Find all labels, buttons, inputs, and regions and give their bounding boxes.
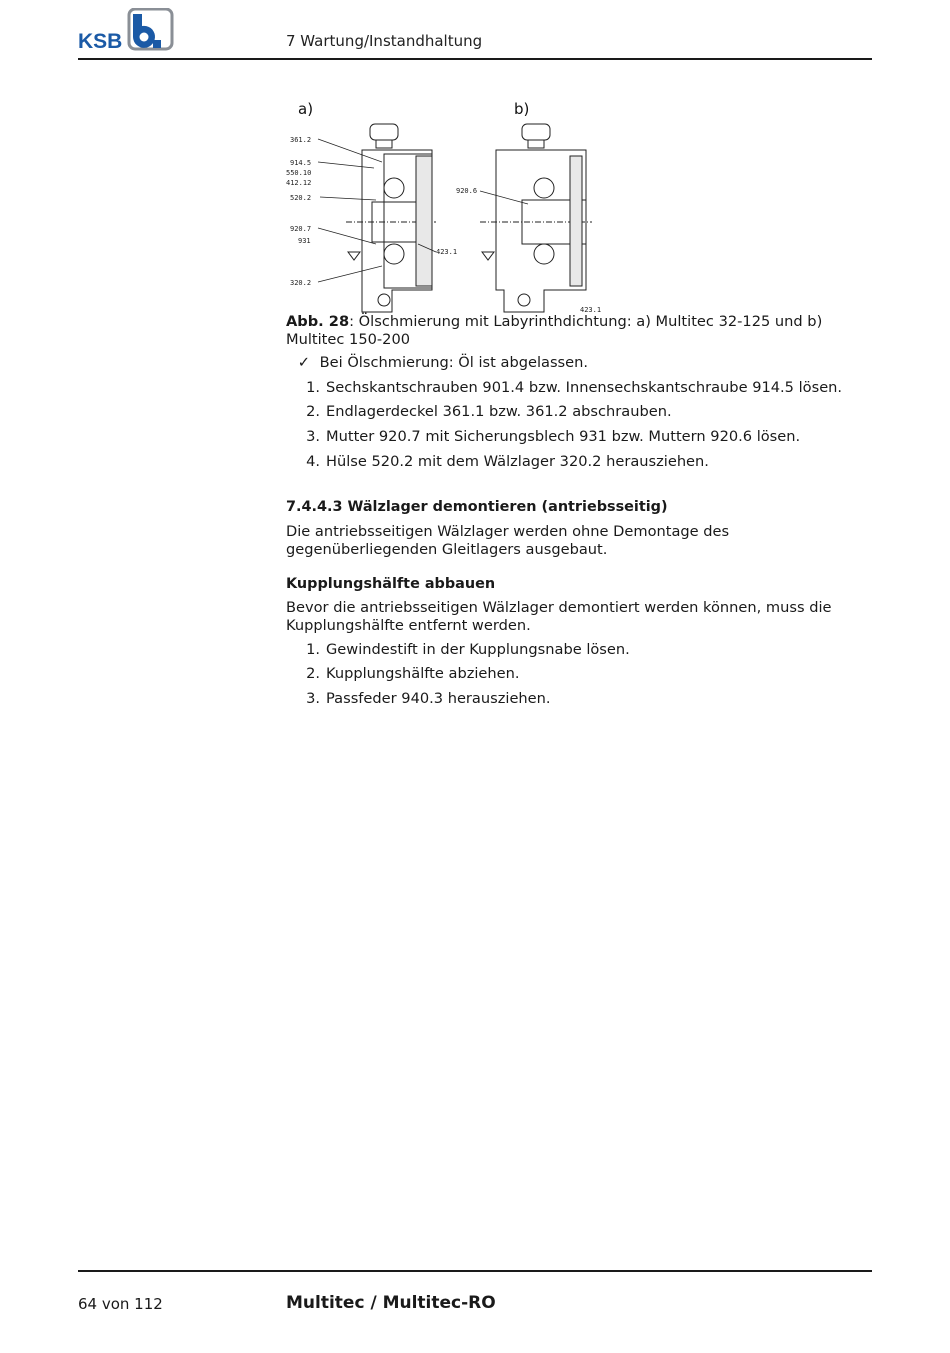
svg-text:931: 931 [298, 237, 311, 245]
chapter-title: 7 Wartung/Instandhaltung [286, 32, 483, 50]
checkmark-icon: ✓ [297, 354, 310, 371]
svg-text:914.5: 914.5 [290, 159, 312, 167]
figure-label-a: a) [298, 100, 314, 118]
svg-text:920.6: 920.6 [456, 187, 478, 195]
figure-caption: Abb. 28: Ölschmierung mit Labyrinthdichtung: a) Multitec 32-125 und b) Multitec 150-200 [286, 313, 823, 348]
list-item: 2. Kupplungshälfte abziehen. [306, 665, 520, 682]
sub-heading: Kupplungshälfte abbauen [286, 576, 496, 592]
ksb-logo [78, 8, 174, 52]
list-item: 1. Sechskantschrauben 901.4 bzw. Innensechskantschraube 914.5 lösen. [306, 379, 843, 396]
header-divider [78, 58, 872, 60]
list-item: 2. Endlagerdeckel 361.1 bzw. 361.2 abschrauben. [306, 403, 672, 420]
svg-text:423.1: 423.1 [436, 248, 458, 256]
list-item: 3. Mutter 920.7 mit Sicherungsblech 931 bzw. Muttern 920.6 lösen. [306, 428, 801, 445]
sub-intro: Bevor die antriebsseitigen Wälzlager demontiert werden können, muss die Kupplungshälfte entfernt werden. [286, 599, 832, 634]
precondition: ✓ Bei Ölschmierung: Öl ist abgelassen. [286, 354, 588, 372]
section-heading: 7.4.4.3 Wälzlager demontieren (antriebsseitig) [286, 499, 668, 515]
list-item: 1. Gewindestift in der Kupplungsnabe lösen. [306, 641, 630, 658]
section-intro: Die antriebsseitigen Wälzlager werden ohne Demontage des gegenüberliegenden Gleitlagers ausgebaut. [286, 523, 730, 558]
drawing-b [480, 124, 592, 312]
svg-text:423.1: 423.1 [580, 306, 602, 314]
svg-text:920.7: 920.7 [290, 225, 312, 233]
svg-text:361.2: 361.2 [290, 136, 312, 144]
svg-text:550.10: 550.10 [286, 169, 312, 177]
figure-label-b: b) [514, 100, 530, 118]
footer-divider [78, 1270, 872, 1272]
svg-text:412.12: 412.12 [286, 179, 312, 187]
product-name: Multitec / Multitec-RO [286, 1293, 496, 1313]
brand-name: KSB [78, 30, 123, 52]
drawing-a [346, 124, 436, 312]
list-item: 4. Hülse 520.2 mit dem Wälzlager 320.2 herausziehen. [306, 453, 709, 470]
svg-text:320.2: 320.2 [290, 279, 312, 287]
page-number: 64 von 112 [78, 1295, 163, 1313]
list-item: 3. Passfeder 940.3 herausziehen. [306, 690, 551, 707]
svg-text:520.2: 520.2 [290, 194, 312, 202]
bearing-drawing [286, 96, 606, 316]
